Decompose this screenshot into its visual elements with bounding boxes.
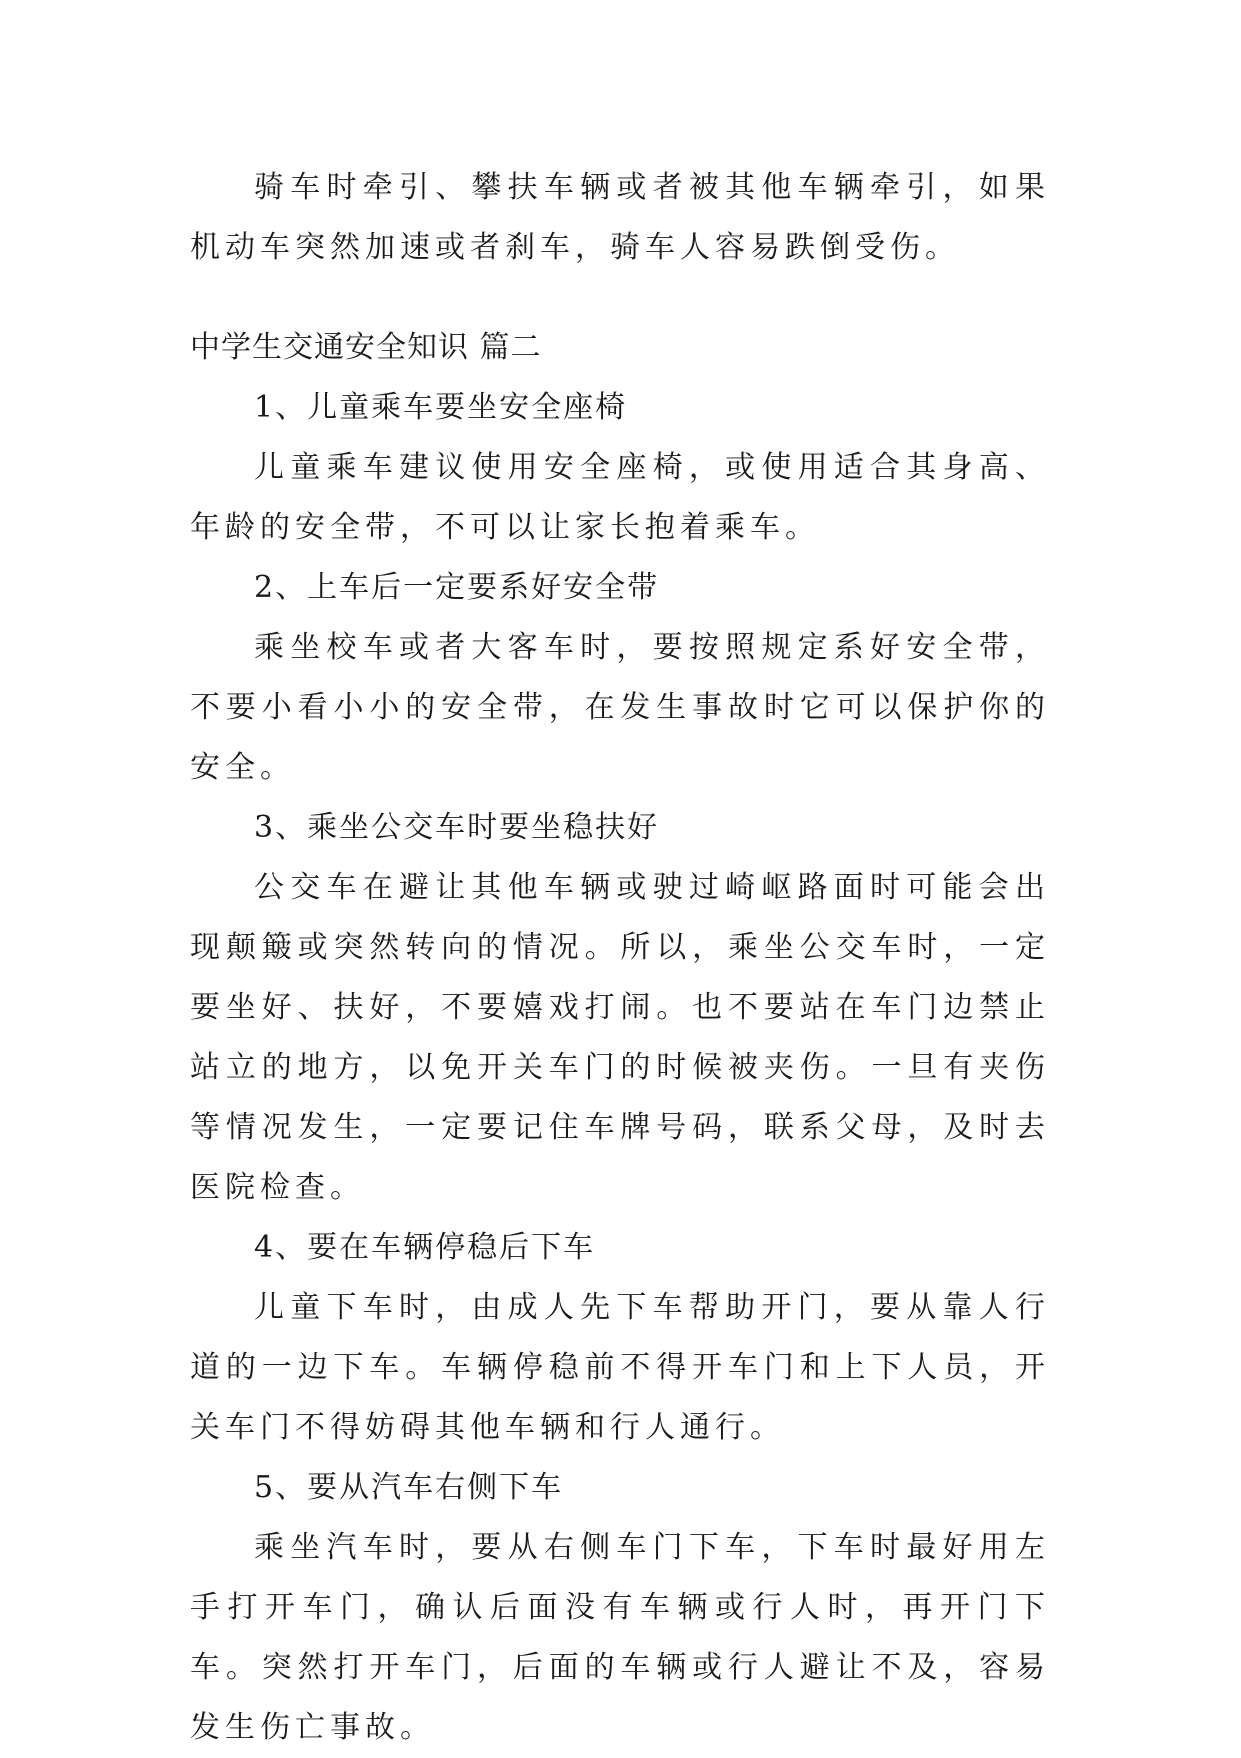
- item-heading: 5、要从汽车右侧下车: [254, 1470, 564, 1505]
- item-body: 儿童乘车建议使用安全座椅，或使用适合其身高、年龄的安全带，不可以让家长抱着乘车。: [190, 450, 1050, 545]
- item-heading: 2、上车后一定要系好安全带: [254, 570, 660, 605]
- intro-paragraph: 骑车时牵引、攀扶车辆或者被其他车辆牵引，如果机动车突然加速或者刹车，骑车人容易跌倒受伤。: [190, 170, 1050, 265]
- item-body: 乘坐校车或者大客车时，要按照规定系好安全带，不要小看小小的安全带，在发生事故时它可以保护你的安全。: [190, 630, 1050, 785]
- item-body: 公交车在避让其他车辆或驶过崎岖路面时可能会出现颠簸或突然转向的情况。所以，乘坐公交车时，一定要坐好、扶好，不要嬉戏打闹。也不要站在车门边禁止站立的地方，以免开关车门的时候被夹伤。一旦有夹伤等情况发生，一定要记住车牌号码，联系父母，及时去医院检查。: [190, 870, 1050, 1205]
- item-body: 儿童下车时，由成人先下车帮助开门，要从靠人行道的一边下车。车辆停稳前不得开车门和上下人员，开关车门不得妨碍其他车辆和行人通行。: [190, 1290, 1050, 1445]
- item-body: 乘坐汽车时，要从右侧车门下车，下车时最好用左手打开车门，确认后面没有车辆或行人时，再开门下车。突然打开车门，后面的车辆或行人避让不及，容易发生伤亡事故。: [190, 1530, 1050, 1745]
- section-title: 中学生交通安全知识 篇二: [190, 330, 542, 365]
- item-heading: 3、乘坐公交车时要坐稳扶好: [254, 810, 660, 845]
- item-heading: 4、要在车辆停稳后下车: [254, 1230, 596, 1265]
- item-heading: 1、儿童乘车要坐安全座椅: [254, 390, 628, 425]
- document-body: [190, 158, 1050, 1758]
